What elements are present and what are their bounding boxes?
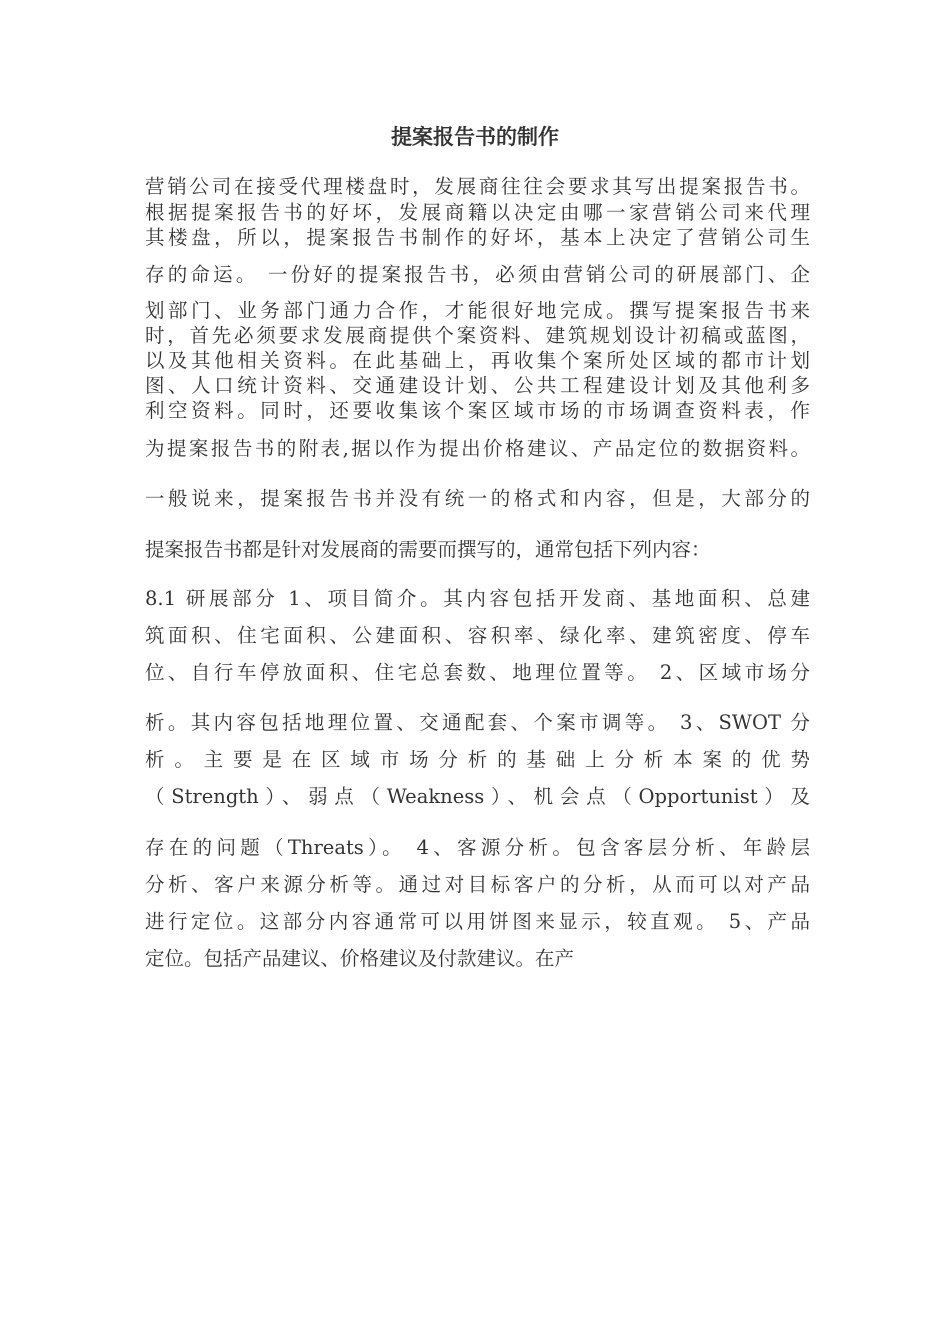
paragraph-line: 筑面积、住宅面积、公建面积、容积率、绿化率、建筑密度、停车: [145, 624, 810, 647]
paragraph-line: 为提案报告书的附表,据以作为提出价格建议、产品定位的数据资料。: [145, 437, 810, 460]
paragraph-line: 位、自行车停放面积、住宅总套数、地理位置等。 2、区域市场分: [145, 661, 810, 684]
paragraph-line: 析。其内容包括地理位置、交通配套、个案市调等。 3、SWOT 分: [145, 711, 810, 734]
paragraph-line: 以及其他相关资料。在此基础上，再收集个案所处区域的都市计划: [145, 349, 810, 372]
paragraph-line: 8.1 研展部分 1、项目简介。其内容包括开发商、基地面积、总建: [145, 587, 810, 610]
paragraph-line: 利空资料。同时，还要收集该个案区域市场的市场调查资料表，作: [145, 399, 810, 422]
paragraph-line: 时，首先必须要求发展商提供个案资料、建筑规划设计初稿或蓝图，: [145, 324, 810, 347]
paragraph-line: 划部门、业务部门通力合作，才能很好地完成。撰写提案报告书来: [145, 299, 810, 322]
paragraph-line: 分析、客户来源分析等。通过对目标客户的分析，从而可以对产品: [145, 873, 810, 896]
paragraph-line: 进行定位。这部分内容通常可以用饼图来显示，较直观。 5、产品: [145, 910, 810, 933]
paragraph-line: 营销公司在接受代理楼盘时，发展商往往会要求其写出提案报告书。: [145, 175, 810, 198]
paragraph-line: 其楼盘，所以，提案报告书制作的好坏，基本上决定了营销公司生: [145, 226, 810, 249]
paragraph-line: 定位。包括产品建议、价格建议及付款建议。在产: [145, 947, 575, 970]
paragraph-line: 析 。 主 要 是 在 区 域 市 场 分 析 的 基 础 上 分 析 本 案 的 优 势: [145, 748, 810, 771]
paragraph-line: 提案报告书都是针对发展商的需要而撰写的，通常包括下列内容：: [145, 538, 711, 561]
paragraph-line: 图、人口统计资料、交通建设计划、公共工程建设计划及其他利多: [145, 374, 810, 397]
paragraph-line: 存在的问题（Threats）。 4、客源分析。包含客层分析、年龄层: [145, 836, 810, 859]
paragraph-line: 存的命运。 一份好的提案报告书，必须由营销公司的研展部门、企: [145, 263, 810, 286]
paragraph-line: 一般说来，提案报告书并没有统一的格式和内容，但是，大部分的: [145, 487, 810, 510]
paragraph-line: （Strength）、弱点（Weakness）、机会点（Opportunist）及: [145, 785, 810, 808]
document-title: 提案报告书的制作: [391, 124, 559, 149]
paragraph-line: 根据提案报告书的好坏，发展商籍以决定由哪一家营销公司来代理: [145, 201, 810, 224]
